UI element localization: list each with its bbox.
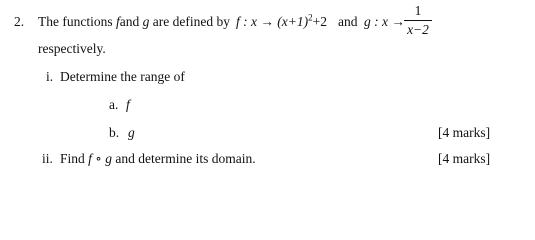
f-definition: [236, 12, 327, 29]
defined-by-text: are defined by: [152, 14, 230, 29]
f-definition-tail: +2: [312, 14, 327, 29]
function-f-name: f: [115, 14, 120, 29]
g-fraction-numerator: 1: [414, 3, 422, 18]
part-i-label: i.: [46, 69, 54, 84]
find-word: Find: [60, 151, 85, 166]
respectively-text: respectively.: [38, 41, 106, 56]
part-b-marks: [4 marks]: [438, 125, 491, 140]
g-fraction-denominator: x−2: [407, 21, 429, 37]
part-b-label: b.: [109, 125, 120, 140]
question-intro: [38, 15, 230, 29]
part-ii-marks: [4 marks]: [438, 151, 491, 166]
part-b-value: g: [128, 125, 135, 140]
part-ii-label: ii.: [42, 151, 53, 166]
part-a-label: a.: [109, 97, 119, 112]
g-fraction: [404, 4, 432, 36]
part-i-text: Determine the range of: [60, 69, 185, 84]
function-g-name: g: [142, 14, 150, 29]
g-definition: g : x →: [364, 14, 405, 29]
part-ii-text: [60, 152, 256, 166]
f-definition-exponent: 2: [308, 12, 313, 23]
f-definition-expr: f : x → (x+1): [236, 14, 309, 29]
and-word: and: [119, 14, 140, 29]
intro-text: The functions: [38, 14, 113, 29]
part-a-value: f: [126, 97, 130, 112]
part-ii-rest: and determine its domain.: [115, 151, 256, 166]
and-connector: and: [338, 14, 358, 29]
question-number: 2.: [14, 14, 25, 29]
composition-expr: f ∘ g: [88, 151, 113, 166]
